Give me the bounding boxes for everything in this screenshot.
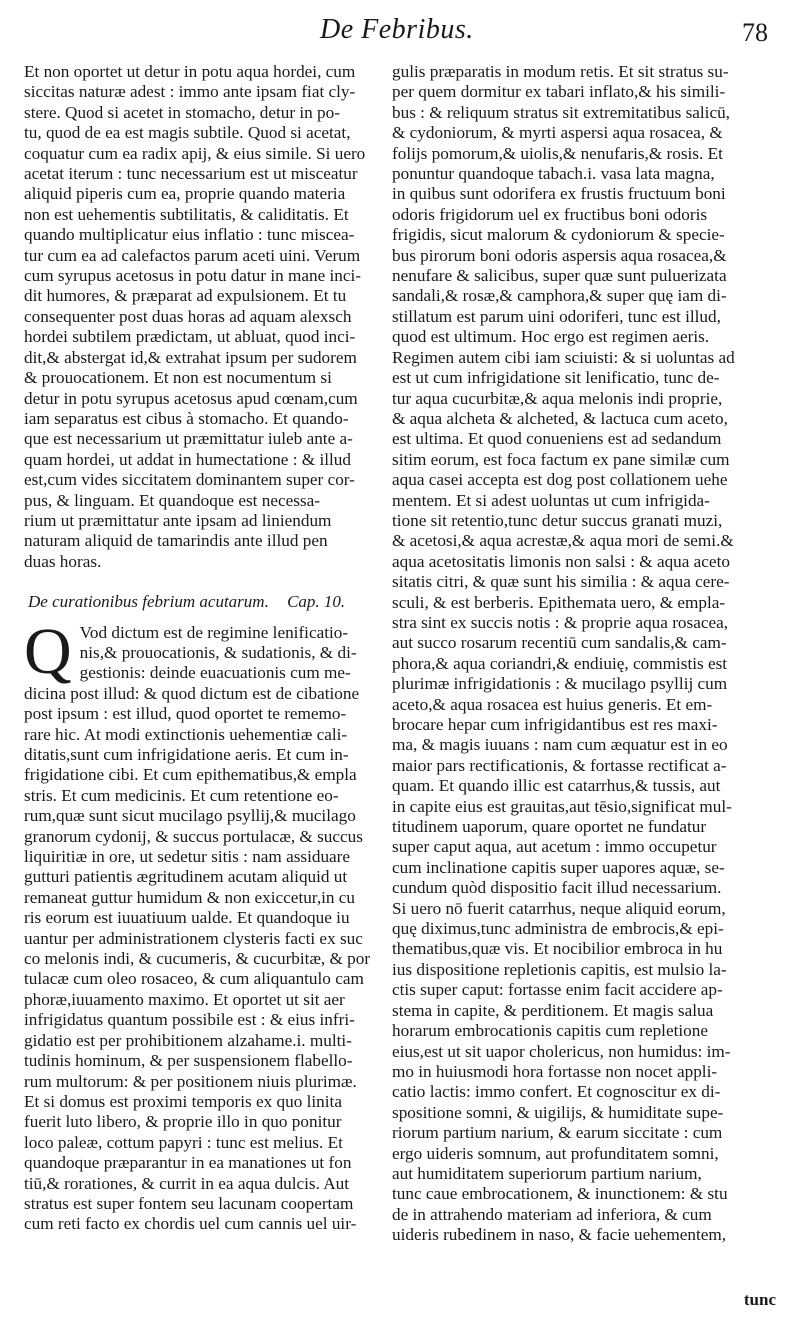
- left-column: [24, 62, 372, 1235]
- chapter-heading: De curationibus febrium acutarum.: [28, 592, 269, 612]
- chapter-heading-line: [28, 592, 372, 612]
- left-paragraph-1: Et non oportet ut detur in potu aqua hordei, cum siccitas naturæ adest : immo ante ipsam fiat cly- stere. Quod si acetet in stomacho, detur in po- tu, quod de ea est magis subtile. Quod si acetat, coquatur cum ea radix apij, & eius simile. Si uero acetat iterum : tunc necessarium est ut misceatur aliquid piperis cum ea, proprie quando materia non est uehementis subtilitatis, & caliditatis. Et quando multiplicatur eius inflatio : tunc miscea- tur cum ea ad calefactos parum aceti uini. Verum cum syrupus acetosus in potu datur in mane inci- dit humores, & præparat ad expulsionem. Et tu consequenter post duas horas ad aquam alexsch hordei subtilem prædictam, ut abluat, quod inci- dit,& abstergat id,& extrahat ipsum per sudorem & prouocationem. Et non est nocumentum si detur in potu syrupus acetosus apud cœnam,cum iam separatus est cibus à stomacho. Et quando- que est necessarium ut præmittatur iuleb ante a- quam hordei, ut addat in humectatione : & illud est,cum vides siccitatem dominantem super cor- pus, & linguam. Et quandoque est necessa- rium ut præmittatur ante ipsam ad liniendum naturam aliquid de tamarindis ante illud pen duas horas.: [24, 62, 366, 571]
- right-column: [392, 62, 774, 1246]
- chapter-number: Cap. 10.: [287, 592, 346, 612]
- page-number: 78: [742, 18, 768, 47]
- left-paragraph-2: Vod dictum est de regimine lenificatio- nis,& prouocationis, & sudationis, & di- gestionis: deinde euacuationis cum me- dicina post illud: & quod dictum est de cibatione post ipsum : est illud, quod oportet te rememo- rare hic. At modi extinctionis uehementiæ cali- ditatis,sunt cum infrigidatione aeris. Et cum in- frigidatione cibi. Et cum epithematibus,& empla stris. Et cum medicinis. Et cum retentione eo- rum,quæ sunt sicut mucilago psyllij,& mucilago granorum cydonij, & succus portulacæ, & succus liquiritiæ in ore, ut sedetur sitis : nam assiduare gutturi patientis ægritudinem acutam aliquid ut remaneat guttur humidum & non exiccetur,in cu ris eorum est iuuatiuum ualde. Et quandoque iu uantur per administrationem clysteris facti ex suc co melonis indi, & cucumeris, & cucurbitæ, & por tulacæ cum oleo rosaceo, & cum aliquantulo cam phoræ,iuuamento maximo. Et oportet ut sit aer infrigidatus quantum possibile est : & eius infri- gidatio est per prohibitionem alzahame.i. multi- tudinis hominum, & per suspensionem flabello- rum multorum: & per positionem niuis plurimæ. Et si domus est proximi temporis ex quo linita fuerit luto libero, & proprie illo in quo ponitur loco paleæ, cottum papyri : tunc est melius. Et quandoque præparantur in ea manationes ut fon tiū,& rorationes, & currit in ea aqua dulcis. Aut stratus est super fontem seu lacunam coopertam cum reti facto ex chordis uel cum cannis uel uir-: [24, 622, 371, 1234]
- catchword: tunc: [743, 1290, 776, 1309]
- drop-cap: Q: [24, 614, 72, 688]
- running-title: De Febribus.: [320, 14, 474, 45]
- right-paragraph: gulis præparatis in modum retis. Et sit stratus su- per quem dormitur ex tabari inflato,& his simili- bus : & reliquum stratus sit extremitatibus salicū, & cydoniorum, & myrti aspersi aqua rosacea, & folijs pomorum,& uiolis,& nenufaris,& rosis. Et ponuntur quandoque tabach.i. vasa lata magna, in quibus sunt odorifera ex frustis fructuum boni odoris frigidorum uel ex fructibus boni odoris frigidis, sicut malorum & cydoniorum & specie- bus pirorum boni odoris aspersis aqua rosacea,& nenufare & salicibus, super quæ sunt puluerizata sandali,& rosæ,& camphora,& super quę iam di- stillatum est parum uini odoriferi, tunc est illud, quod est ultimum. Hoc ergo est regimen aeris. Regimen autem cibi iam sciuisti: & si uoluntas ad est ut cum infrigidatione sit lenificatio, tunc de- tur aqua cucurbitæ,& aqua melonis indi proprie, & aqua alcheta & alcheted, & lactuca cum aceto, est ultima. Et quod conueniens est ad sedandum sitim eorum, est foca factum ex pane similæ cum aqua casei accepta est dog post collationem uehe mentem. Et si adest uoluntas ut cum infrigida- tione sit retentio,tunc detur succus granati muzi, & acetosi,& aqua acrestæ,& aqua mori de semi.& aqua acetositatis limonis non salsi : & aqua aceto sitatis citri, & quæ sunt his similia : & aqua cere- sculi, & est berberis. Epithemata uero, & empla- stra sint ex succis notis : & proprie aqua rosacea, aut succo rosarum recentiū cum sandalis,& cam- phora,& aqua coriandri,& endiuię, commistis est plurimæ infrigidationis : & mucilago psyllij cum aceto,& aqua rosacea est huius generis. Et em- brocare hepar cum infrigidantibus est res maxi- ma, & magis iuuans : nam cum æquatur est in eo maior pars rectificationis, & fortasse rectificat a- quam. Et quando illic est catarrhus,& tussis, aut in capite eius est grauitas,aut tēsio,significat mul- titudinem uaporum, quare oportet ne fundatur super caput aqua, aut acetum : immo occupetur cum inclinatione capitis super uapores aquæ, se- cundum quòd dispositio facit illud necessarium. Si uero nō fuerit catarrhus, neque aliquid eorum, quę diximus,tunc administra de embrocis,& epi- thematibus,quæ vis. Et nocibilior embroca in hu ius dispositione repletionis capitis, est mulsio la- ctis super caput: fortasse enim facit accidere ap- stema in capite, & perditionem. Et magis salua horarum embrocationis capitis cum repletione eius,est ut sit uapor cholericus, non humidus: im- mo in huiusmodi hora fortasse non nocet appli- catio lactis: immo confert. Et cognoscitur ex di- spositione somni, & uigilijs, & humiditate supe- riorum partium narium, & earum siccitate : cum ergo uideris somnum, aut profunditatem somni, aut humiditatem superiorum partium narium, tunc caue embrocationem, & inunctionem: & stu de in attrahendo materiam ad inferiora, & cum uideris rubedinem in naso, & facie uehementem,: [392, 62, 735, 1245]
